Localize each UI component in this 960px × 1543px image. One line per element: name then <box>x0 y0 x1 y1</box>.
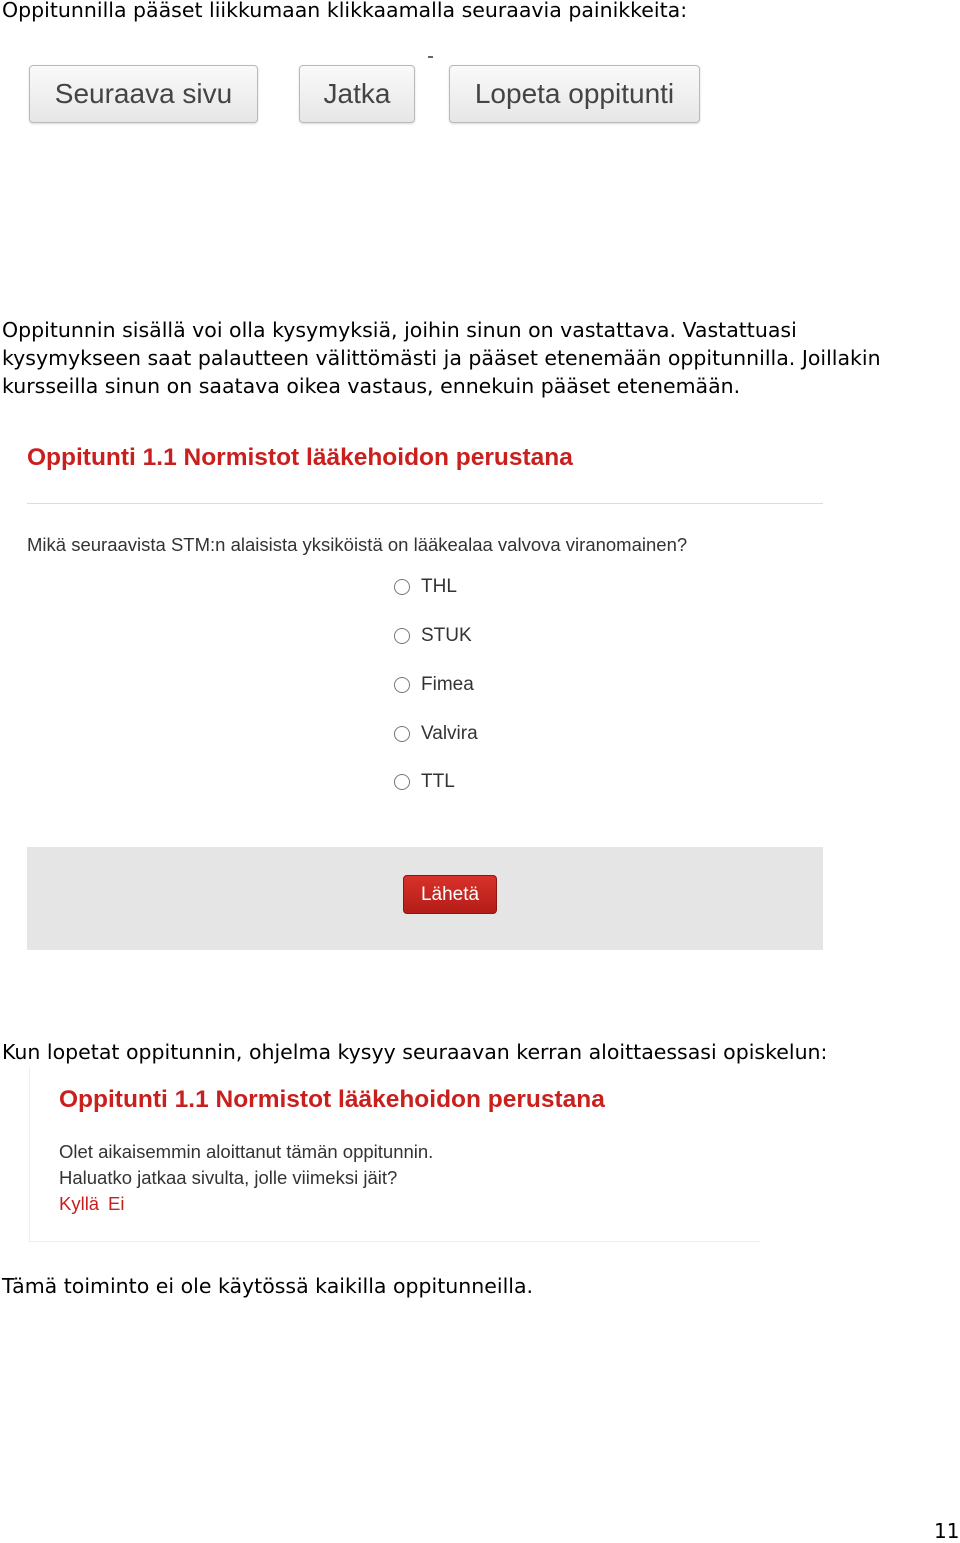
option-label: Fimea <box>421 674 474 695</box>
footer-note: Tämä toiminto ei ole käytössä kaikilla oppitunneilla. <box>2 1274 534 1298</box>
question-panel-title: Oppitunti 1.1 Normistot lääkehoidon perustana <box>27 444 573 471</box>
next-page-button[interactable]: Seuraava sivu <box>29 65 258 123</box>
option-ttl[interactable] <box>394 770 455 794</box>
submit-button[interactable]: Lähetä <box>403 875 497 914</box>
radio-icon[interactable] <box>394 677 410 693</box>
option-thl[interactable] <box>394 575 457 599</box>
resume-panel-title: Oppitunti 1.1 Normistot lääkehoidon perustana <box>59 1086 605 1113</box>
option-valvira[interactable] <box>394 722 478 746</box>
radio-icon[interactable] <box>394 628 410 644</box>
divider <box>27 503 823 504</box>
questions-text-line-3: kursseilla sinun on saatava oikea vastaus, ennekuin pääset etenemään. <box>2 374 741 398</box>
radio-icon[interactable] <box>394 726 410 742</box>
resume-line-2: Haluatko jatkaa sivulta, jolle viimeksi jäit? <box>59 1167 398 1188</box>
radio-icon[interactable] <box>394 774 410 790</box>
no-link[interactable]: Ei <box>108 1193 125 1214</box>
option-label: STUK <box>421 625 472 646</box>
option-label: THL <box>421 576 457 597</box>
intro-text: Oppitunnilla pääset liikkumaan klikkaamalla seuraavia painikkeita: <box>2 0 688 22</box>
option-stuk[interactable] <box>394 624 472 648</box>
option-label: TTL <box>421 771 455 792</box>
questions-text-line-2: kysymykseen saat palautteen välittömästi ja pääset etenemään oppitunnilla. Joillakin <box>2 346 881 370</box>
resume-line-1: Olet aikaisemmin aloittanut tämän oppitunnin. <box>59 1141 434 1162</box>
question-text: Mikä seuraavista STM:n alaisista yksiköistä on lääkealaa valvova viranomainen? <box>27 534 688 555</box>
yes-link[interactable]: Kyllä <box>59 1193 100 1214</box>
resume-intro-text: Kun lopetat oppitunnin, ohjelma kysyy seuraavan kerran aloittaessasi opiskelun: <box>2 1040 828 1064</box>
page-number: 11 <box>934 1519 960 1543</box>
option-label: Valvira <box>421 723 478 744</box>
radio-icon[interactable] <box>394 579 410 595</box>
dash-mark <box>428 56 433 58</box>
option-fimea[interactable] <box>394 673 474 697</box>
questions-text-line-1: Oppitunnin sisällä voi olla kysymyksiä, joihin sinun on vastattava. Vastattuasi <box>2 318 797 342</box>
continue-button[interactable]: Jatka <box>299 65 415 123</box>
end-lesson-button[interactable]: Lopeta oppitunti <box>449 65 700 123</box>
